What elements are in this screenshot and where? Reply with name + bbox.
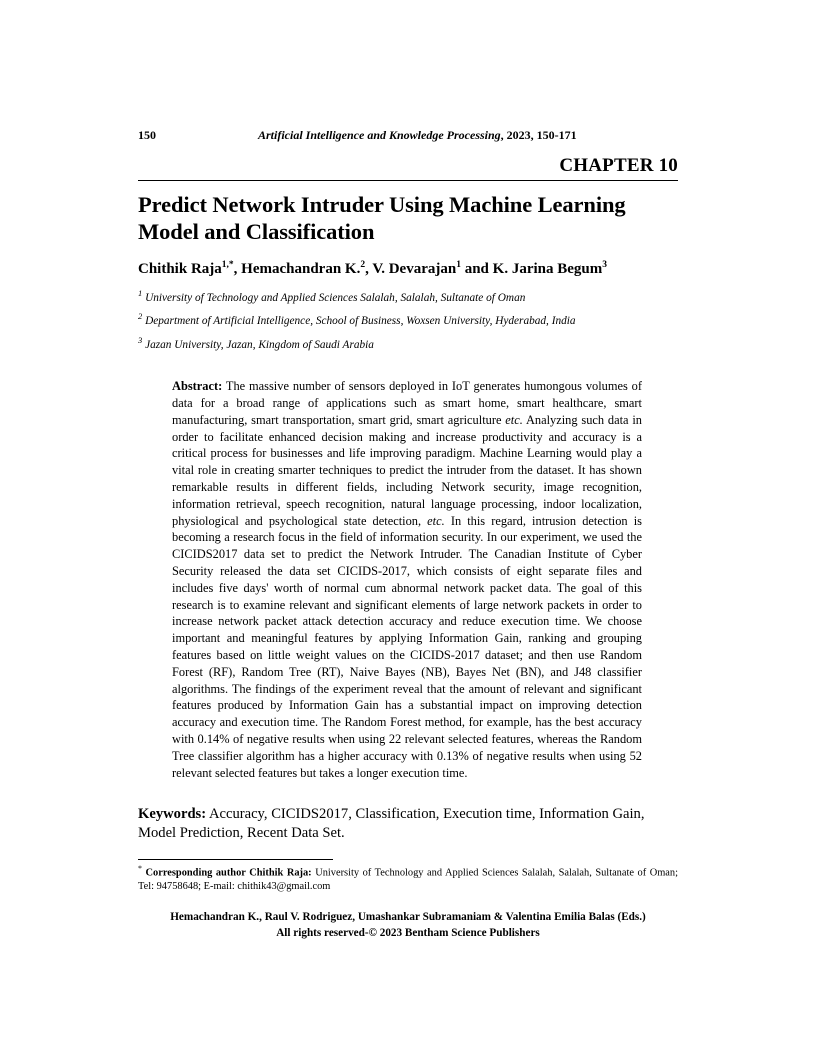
page-content xyxy=(138,128,678,942)
affiliation-text-3: Jazan University, Jazan, Kingdom of Saudi Arabia xyxy=(145,338,374,351)
abstract-text-part-2: Analyzing such data in order to facilitate enhanced decision making and increase productivity and accuracy is a critical process for businesses and life improving paradigm. Machine Learning would play a vital role in creating smarter techniques to predict the intruder from the dataset. It has shown remarkable results in different fields, including Network security, image recognition, information retrieval, speech recognition, natural language processing, indoor localization, physiological and psychological state detection, xyxy=(172,412,642,528)
author-affil-marker-1: 1,* xyxy=(221,259,234,270)
footnote-label: Corresponding author Chithik Raja: xyxy=(142,867,312,879)
keywords-block xyxy=(138,805,678,843)
publisher-colophon xyxy=(138,910,678,941)
copyright-line: All rights reserved-© 2023 Bentham Science Publishers xyxy=(276,926,540,939)
affiliation-1 xyxy=(138,288,678,305)
author-name-2: Hemachandran K. xyxy=(241,260,361,277)
author-name-4: K. Jarina Begum xyxy=(492,260,603,277)
affiliation-3 xyxy=(138,335,678,352)
author-separator-2: , xyxy=(365,260,373,277)
author-affil-marker-2: 2 xyxy=(360,259,366,270)
abstract-label: Abstract: xyxy=(172,379,223,394)
keywords-label: Keywords: xyxy=(138,806,207,823)
author-affil-marker-3: 1 xyxy=(456,259,461,270)
author-affil-marker-4: 3 xyxy=(602,259,607,270)
affiliation-marker-3: 3 xyxy=(138,334,143,345)
affiliation-marker-1: 1 xyxy=(138,287,143,298)
journal-volume-pages: , 2023, 150-171 xyxy=(500,128,577,142)
abstract-italic-2: etc. xyxy=(427,513,445,528)
footnote-marker: * xyxy=(138,864,142,874)
page-title: Predict Network Intruder Using Machine Learning Model and Classification xyxy=(138,192,626,245)
page-number: 150 xyxy=(138,128,156,142)
abstract-paragraph xyxy=(172,378,642,781)
author-conjunction: and xyxy=(464,260,489,277)
affiliation-text-2: Department of Artificial Intelligence, School of Business, Woxsen University, Hyderabad, India xyxy=(145,315,576,328)
author-separator-1: , xyxy=(233,260,242,277)
header-divider xyxy=(138,180,678,181)
corresponding-author-footnote xyxy=(138,864,678,894)
keywords-text: Accuracy, CICIDS2017, Classification, Execution time, Information Gain, Model Prediction, Recent Data Set. xyxy=(138,806,645,842)
abstract-text-part-3: In this regard, intrusion detection is becoming a research focus in the field of information security. In our experiment, we used the CICIDS2017 data set to predict the Network Intruder. The Canadian Institute of Cyber Security released the data set CICIDS-2017, which consists of eight separate files and includes five days' worth of normal cum abnormal network packet data. The goal of this research is to examine relevant and significant elements of large network packets in order to increase network packet attack detection accuracy and reduce execution time. We choose important and meaningful features by applying Information Gain, ranking and grouping features based on little weight values on the CICIDS-2017 dataset; and then use Random Forest (RF), Random Tree (RT), Naive Bayes (NB), Bayes Net (BN), and J48 classifier algorithms. The findings of the experiment reveal that the amount of relevant and significant features produced by Information Gain has a substantial impact on improving detection accuracy and execution time. The Random Forest method, for example, has the best accuracy with 0.14% of negative results when using 22 relevant selected features, whereas the Random Tree classifier algorithm has a higher accuracy with 0.13% of negative results when using 52 relevant selected features but takes a longer execution time. xyxy=(172,513,642,780)
affiliation-marker-2: 2 xyxy=(138,311,143,322)
affiliation-text-1: University of Technology and Applied Sciences Salalah, Salalah, Sultanate of Oman xyxy=(145,291,526,304)
footnote-text: University of Technology and Applied Sciences Salalah, Salalah, Sultanate of Oman; Tel: 94758648; E-mail: chithik43@gmail.com xyxy=(138,867,678,893)
running-head xyxy=(138,128,678,143)
author-list xyxy=(138,260,678,278)
chapter-label: CHAPTER 10 xyxy=(559,155,678,176)
editors-line: Hemachandran K., Raul V. Rodriguez, Umashankar Subramaniam & Valentina Emilia Balas (Eds.) xyxy=(170,911,646,924)
footnote-divider xyxy=(138,859,333,860)
abstract-text-part-1: The massive number of sensors deployed in IoT generates humongous volumes of data for a broad range of applications such as smart home, smart healthcare, smart manufacturing, smart transportation, smart grid, smart agriculture xyxy=(172,379,642,427)
abstract-italic-1: etc. xyxy=(505,412,523,427)
journal-reference xyxy=(258,128,577,143)
journal-title: Artificial Intelligence and Knowledge Processing xyxy=(258,128,501,142)
author-name-1: Chithik Raja xyxy=(138,260,222,277)
author-name-3: V. Devarajan xyxy=(372,260,457,277)
affiliation-2 xyxy=(138,311,678,328)
